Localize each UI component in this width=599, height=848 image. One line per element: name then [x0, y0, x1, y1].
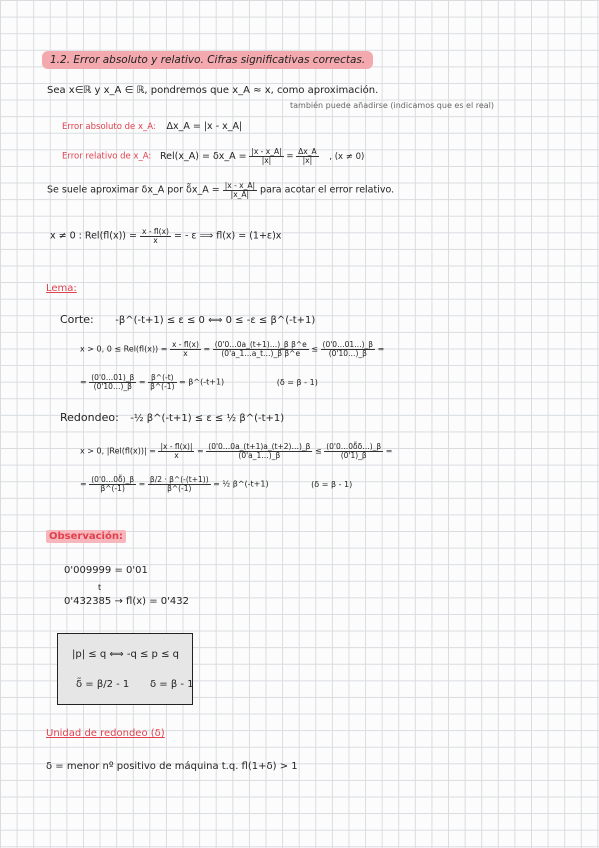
delta-tilde-def: δ̃ = β/2 - 1: [76, 679, 130, 690]
observacion-heading: Observación:: [46, 532, 126, 542]
abs-inequality: |p| ≤ q ⟺ -q ≤ p ≤ q: [72, 649, 179, 660]
inequality-box: [57, 633, 193, 705]
unidad-heading: Unidad de redondeo (δ): [46, 728, 165, 739]
fl-fraction: $\frac{x - fl(x)}{x}$: [142, 227, 169, 245]
intro-line: Sea x∈ℝ y x_A ∈ ℝ, pondremos que x_A ≈ x, como aproximación.: [47, 85, 379, 96]
abs-error-line: Error absoluto de x_A: Δx_A = |x - x_A|: [62, 121, 243, 132]
redondeo-line: Redondeo: -½ β^(-t+1) ≤ ε ≤ ½ β^(-t+1): [60, 411, 285, 424]
intro-note: también puede añadirse (indicamos que es el real): [290, 101, 495, 110]
redondeo-derivation-2: = $\frac{(0'0\dots 0\deltã)\_\beta}{\beta\^{}(-1)}$ = $\frac{\beta/2 \cdot \beta\^{}(-(t+1))}{\beta\^{}(-1)}$ = ½ β^(-t+1) (δ = β - 1): [80, 475, 353, 493]
rel-error-line: Error relativo de x_A: Rel(x_A) = δx_A = $\frac{|x - x\_A|}{|x|}$ = $\frac{\Delta x\_A}{|x|}$ , (x ≠ 0): [62, 147, 365, 165]
obs-line-2: 0'432385 → fl(x) = 0'432: [64, 596, 189, 607]
redondeo-derivation-1: x > 0, |Rel(fl(x))| = $\frac{|x - fl(x)|}{x}$ = $\frac{(0'0\dots 0a\_(t+1)a\_(t+2)\dots)\_\beta}{(0'a\_1\dots)\_\beta}$ ≤ $\frac{(0'0\dots 0\deltã\delta\dots)\_\beta}{(0'1)\_\beta}$ =: [80, 442, 393, 460]
section-heading: 1.2. Error absoluto y relativo. Cifras significativas correctas.: [42, 50, 373, 66]
fl-definition: x ≠ 0 : Rel(fl(x)) = $\frac{x - fl(x)}{x}$ = - ε ⟹ fl(x) = (1+ε)x: [50, 227, 282, 245]
approx-fraction: $\frac{|x - x\_A|}{|x\_A|}$: [224, 181, 256, 199]
lema-heading: Lema:: [46, 283, 77, 294]
corte-derivation-2: = $\frac{(0'0\dots 01)\_\beta}{(0'10\dots)\_\beta}$ = $\frac{\beta\^{}(-t)}{\beta\^{}(-1)}$ = β^(-t+1) (δ = β - 1): [80, 373, 318, 391]
obs-line-1: 0'009999 = 0'01: [64, 565, 148, 576]
corte-derivation-1: x > 0, 0 ≤ Rel(fl(x)) = $\frac{x - fl(x)}{x}$ = $\frac{\text{(0'0…0a\_(t+1)…)\_β β\textasciicircum{}e}}{\text{(0'a\_1…a\_t…)\_β β\textasciicircum{}e}}$ ≤ $\frac{(0'0\dots 01\dots)\_\beta}{(0'10\dots)\_\beta}$ =: [80, 340, 385, 358]
corte-line: Corte: -β^(-t+1) ≤ ε ≤ 0 ⟺ 0 ≤ -ε ≤ β^(-t+1): [60, 313, 316, 326]
rel-error-fraction-2: $\frac{\Delta x\_A}{|x|}$: [298, 147, 317, 165]
rel-error-fraction-1: $\frac{|x - x\_A|}{|x|}$: [251, 147, 282, 165]
approx-line: Se suele aproximar δx_A por δ̃x_A = $\frac{|x - x\_A|}{|x\_A|}$ para acotar el error relativo.: [47, 181, 395, 199]
obs-t-label: t: [98, 583, 102, 592]
delta-def: δ = β - 1: [150, 679, 194, 690]
unidad-definition: δ = menor nº positivo de máquina t.q. fl(1+δ) > 1: [46, 761, 298, 772]
